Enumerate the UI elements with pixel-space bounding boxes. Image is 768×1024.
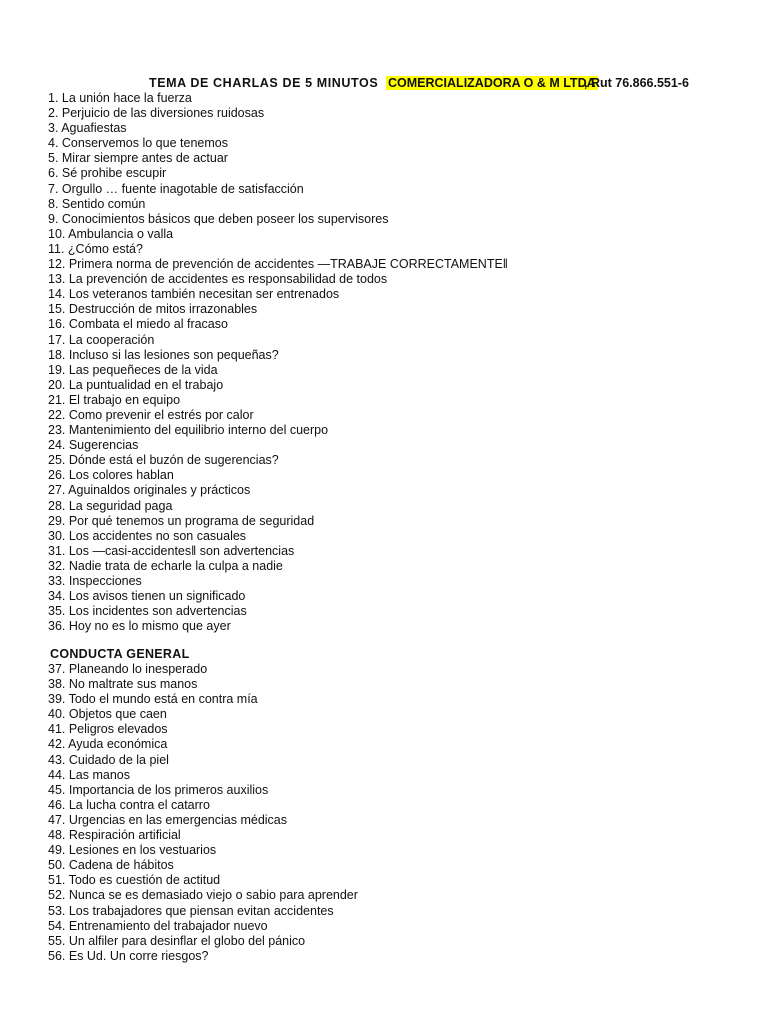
- list-item: 38. No maltrate sus manos: [48, 677, 198, 692]
- title-company-highlighted: COMERCIALIZADORA O & M LTDA: [388, 76, 596, 90]
- list-item: 18. Incluso si las lesiones son pequeñas?: [48, 347, 279, 362]
- list-item: 33. Inspecciones: [48, 574, 142, 588]
- list-item: 48. Respiración artificial: [48, 828, 181, 843]
- list-item: 54. Entrenamiento del trabajador nuevo: [48, 918, 268, 933]
- list-item: 2. Perjuicio de las diversiones ruidosas: [48, 106, 265, 121]
- list-item: 37. Planeando lo inesperado: [48, 662, 208, 676]
- list-item: 24. Sugerencias: [48, 438, 139, 453]
- list-item: 49. Lesiones en los vestuarios: [48, 843, 217, 858]
- list-item: 20. La puntualidad en el trabajo: [48, 377, 224, 392]
- list-item: 39. Todo el mundo está en contra mía: [48, 692, 258, 707]
- list-item: 4. Conservemos lo que tenemos: [48, 136, 228, 151]
- list-item: 51. Todo es cuestión de actitud: [48, 873, 221, 888]
- list-item: 25. Dónde está el buzón de sugerencias?: [48, 453, 279, 468]
- list-item: 53. Los trabajadores que piensan evitan accidentes: [48, 903, 334, 918]
- list-item: 56. Es Ud. Un corre riesgos?: [48, 948, 209, 963]
- list-item: 12. Primera norma de prevención de accidentes ―TRABAJE CORRECTAMENTE‖: [48, 257, 508, 272]
- list-item: 16. Combata el miedo al fracaso: [48, 317, 228, 332]
- list-item: 29. Por qué tenemos un programa de seguridad: [48, 513, 315, 528]
- talk-list-general: [48, 91, 748, 634]
- list-item: 9. Conocimientos básicos que deben poseer los supervisores: [48, 211, 389, 226]
- list-item: 43. Cuidado de la piel: [48, 752, 169, 767]
- list-item: 46. La lucha contra el catarro: [48, 797, 210, 812]
- list-item: 23. Mantenimiento del equilibrio interno del cuerpo: [48, 423, 329, 438]
- list-item: 36. Hoy no es lo mismo que ayer: [48, 619, 231, 634]
- list-item: 6. Sé prohibe escupir: [48, 166, 167, 181]
- list-item: 41. Peligros elevados: [48, 722, 168, 737]
- list-item: 21. El trabajo en equipo: [48, 392, 181, 407]
- list-item: 19. Las pequeñeces de la vida: [48, 362, 218, 377]
- list-item: 1. La unión hace la fuerza: [48, 91, 192, 105]
- list-item: 7. Orgullo … fuente inagotable de satisfacción: [48, 181, 304, 196]
- list-item: 50. Cadena de hábitos: [48, 858, 174, 873]
- list-item: 3. Aguafiestas: [48, 121, 127, 136]
- list-item: 13. La prevención de accidentes es responsabilidad de todos: [48, 272, 388, 287]
- list-item: 32. Nadie trata de echarle la culpa a nadie: [48, 558, 283, 573]
- list-item: 44. Las manos: [48, 767, 130, 782]
- list-item: 11. ¿Cómo está?: [48, 241, 143, 256]
- list-item: 26. Los colores hablan: [48, 468, 174, 483]
- list-item: 47. Urgencias en las emergencias médicas: [48, 812, 288, 827]
- list-item: 15. Destrucción de mitos irrazonables: [48, 302, 258, 317]
- list-item: 17. La cooperación: [48, 332, 155, 347]
- talk-list-conducta-general: [48, 662, 748, 964]
- list-item: 35. Los incidentes son advertencias: [48, 604, 247, 619]
- list-item: 34. Los avisos tienen un significado: [48, 589, 246, 604]
- section-heading-conducta-general: CONDUCTA GENERAL: [50, 647, 190, 661]
- list-item: 27. Aguinaldos originales y prácticos: [48, 483, 251, 498]
- list-item: 45. Importancia de los primeros auxilios: [48, 782, 269, 797]
- list-item: 14. Los veteranos también necesitan ser entrenados: [48, 287, 340, 302]
- list-item: 30. Los accidentes no son casuales: [48, 528, 247, 543]
- list-item: 28. La seguridad paga: [48, 498, 173, 513]
- list-item: 8. Sentido común: [48, 196, 146, 211]
- list-item: 42. Ayuda económica: [48, 737, 168, 752]
- list-item: 31. Los ―casi-accidentes‖ son advertencias: [48, 543, 295, 558]
- list-item: 22. Como prevenir el estrés por calor: [48, 407, 254, 422]
- list-item: 10. Ambulancia o valla: [48, 226, 174, 241]
- title-topic: TEMA DE CHARLAS DE 5 MINUTOS: [149, 76, 379, 90]
- list-item: 40. Objetos que caen: [48, 707, 167, 722]
- list-item: 52. Nunca se es demasiado viejo o sabio para aprender: [48, 888, 358, 903]
- list-item: 5. Mirar siempre antes de actuar: [48, 151, 228, 166]
- list-item: 55. Un alfiler para desinflar el globo del pánico: [48, 933, 306, 948]
- title-rut: , Rut 76.866.551-6: [584, 76, 689, 90]
